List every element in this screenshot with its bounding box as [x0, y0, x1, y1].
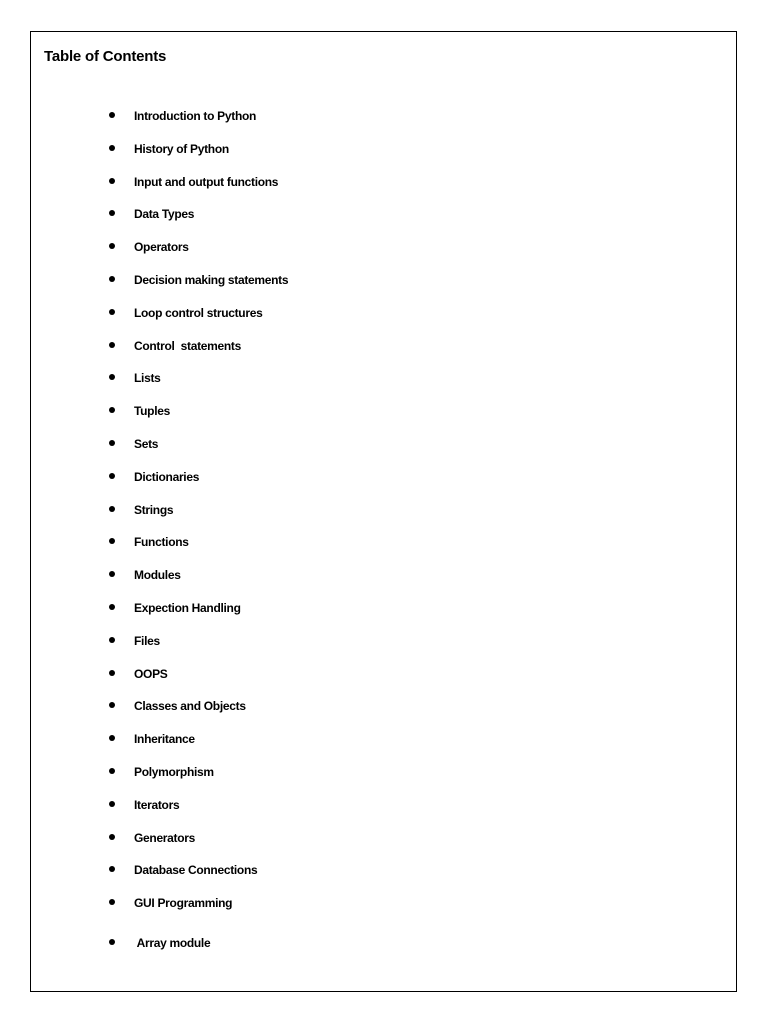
toc-item-label: Modules	[134, 568, 181, 582]
toc-item-label: Sets	[134, 437, 159, 451]
toc-list-item	[31, 238, 736, 256]
toc-list-item	[31, 468, 736, 486]
bullet-icon	[109, 440, 115, 446]
bullet-icon	[109, 243, 115, 249]
toc-list-item	[31, 369, 736, 387]
toc-list-item	[31, 566, 736, 584]
toc-list-item	[31, 304, 736, 322]
toc-item-label: Expection Handling	[134, 601, 241, 615]
bullet-icon	[109, 702, 115, 708]
toc-item-label: Functions	[134, 535, 189, 549]
bullet-icon	[109, 801, 115, 807]
bullet-icon	[109, 276, 115, 282]
toc-list-item	[31, 107, 736, 125]
toc-list-item	[31, 337, 736, 355]
toc-list-item	[31, 533, 736, 551]
toc-item-label: Classes and Objects	[134, 699, 246, 713]
toc-list	[31, 32, 736, 991]
toc-item-label: Iterators	[134, 798, 180, 812]
toc-list-item	[31, 173, 736, 191]
toc-item-label: Strings	[134, 503, 174, 517]
bullet-icon	[109, 407, 115, 413]
toc-title: Table of Contents	[44, 48, 167, 65]
toc-item-label: Generators	[134, 831, 196, 845]
toc-list-item	[31, 599, 736, 617]
bullet-icon	[109, 112, 115, 118]
toc-list-item	[31, 205, 736, 223]
toc-item-label: GUI Programming	[134, 896, 233, 910]
toc-list-item	[31, 894, 736, 912]
toc-list-item	[31, 730, 736, 748]
bullet-icon	[109, 538, 115, 544]
toc-list-item	[31, 140, 736, 158]
toc-item-label: Polymorphism	[134, 765, 214, 779]
toc-item-label: Input and output functions	[134, 175, 279, 189]
toc-item-label: Decision making statements	[134, 273, 289, 287]
bullet-icon	[109, 604, 115, 610]
bullet-icon	[109, 374, 115, 380]
toc-list-item	[31, 435, 736, 453]
bullet-icon	[109, 834, 115, 840]
bullet-icon	[109, 178, 115, 184]
toc-item-label: Control statements	[134, 339, 241, 353]
toc-list-item	[31, 271, 736, 289]
toc-item-label: Data Types	[134, 207, 195, 221]
toc-list-item	[31, 402, 736, 420]
toc-item-label: Loop control structures	[134, 306, 263, 320]
bullet-icon	[109, 866, 115, 872]
document-page	[30, 31, 737, 992]
bullet-icon	[109, 670, 115, 676]
bullet-icon	[109, 735, 115, 741]
bullet-icon	[109, 506, 115, 512]
bullet-icon	[109, 473, 115, 479]
toc-item-label: Tuples	[134, 404, 170, 418]
toc-list-item	[31, 665, 736, 683]
toc-item-label: Introduction to Python	[134, 109, 257, 123]
bullet-icon	[109, 210, 115, 216]
toc-item-label: Inheritance	[134, 732, 195, 746]
toc-list-item	[31, 829, 736, 847]
toc-item-label: Array module	[134, 936, 211, 950]
toc-item-label: Lists	[134, 371, 161, 385]
bullet-icon	[109, 309, 115, 315]
bullet-icon	[109, 571, 115, 577]
toc-list-item	[31, 501, 736, 519]
toc-list-item	[31, 934, 736, 952]
toc-list-item	[31, 697, 736, 715]
toc-list-item	[31, 796, 736, 814]
toc-item-label: Dictionaries	[134, 470, 200, 484]
bullet-icon	[109, 637, 115, 643]
toc-item-label: History of Python	[134, 142, 229, 156]
toc-item-label: OOPS	[134, 667, 168, 681]
toc-list-item	[31, 763, 736, 781]
bullet-icon	[109, 939, 115, 945]
bullet-icon	[109, 342, 115, 348]
bullet-icon	[109, 768, 115, 774]
toc-item-label: Database Connections	[134, 863, 258, 877]
bullet-icon	[109, 145, 115, 151]
toc-list-item	[31, 861, 736, 879]
toc-item-label: Operators	[134, 240, 189, 254]
toc-list-item	[31, 632, 736, 650]
toc-item-label: Files	[134, 634, 160, 648]
bullet-icon	[109, 899, 115, 905]
